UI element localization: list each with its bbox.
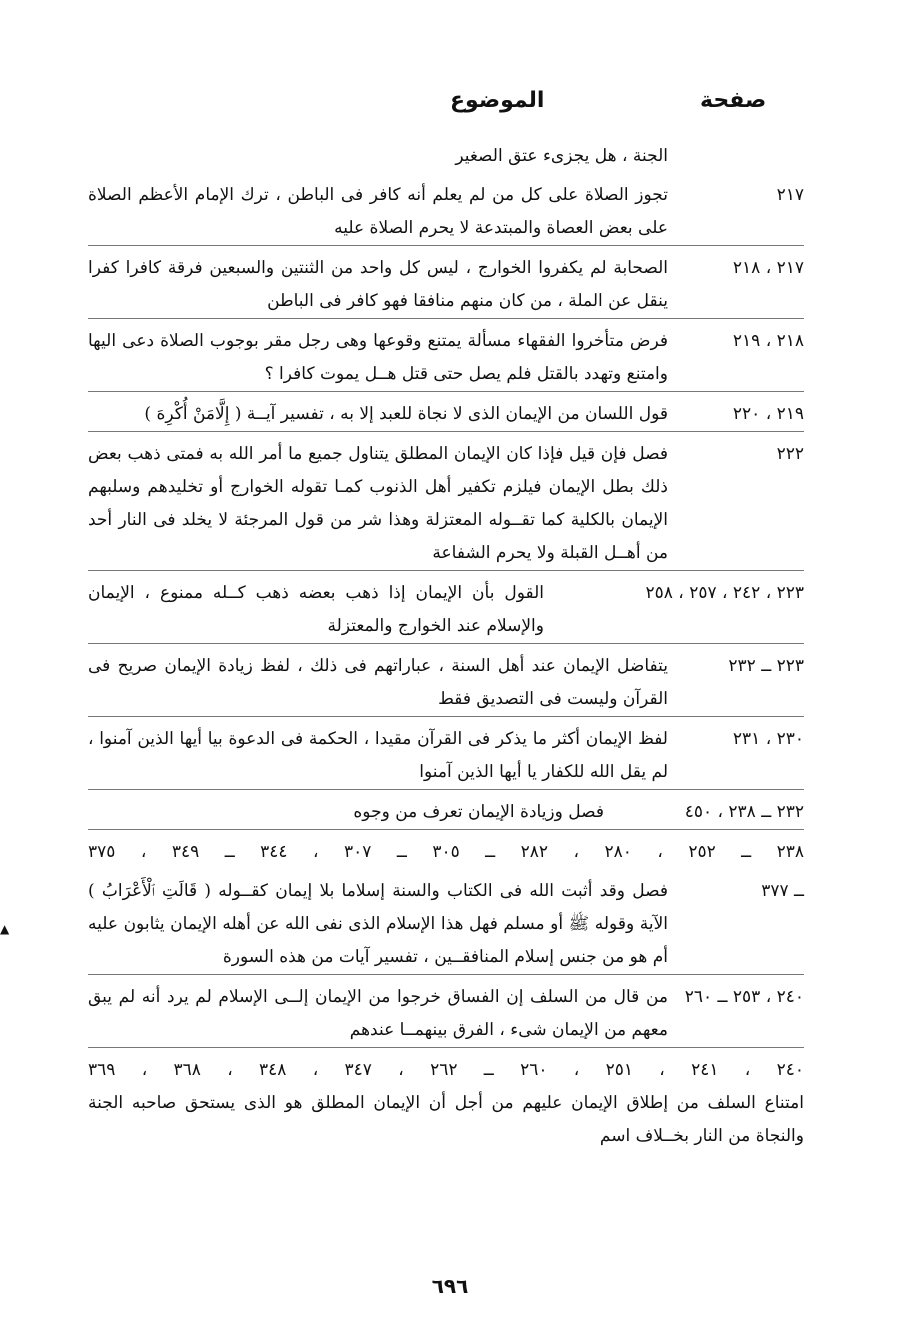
page-number: ٦٩٦ — [431, 1274, 469, 1298]
entry-pages: ٢٢٢ — [776, 444, 804, 464]
entry-pages: ٢١٧ — [776, 185, 804, 205]
index-entry — [88, 577, 804, 644]
index-entry — [88, 438, 804, 571]
entry-text: قول اللسان من الإيمان الذى لا نجاة للعبد إلا به ، تفسير آيــة ( إِلَّامَنْ أُكْرِهَ ) — [144, 404, 668, 424]
entry-pages: ٢٣٨ ــ ٢٥٢ ، ٢٨٠ ، ٢٨٢ ــ ٣٠٥ ــ ٣٠٧ ، ٣٤٤ ــ ٣٤٩ ، ٣٧٥ — [88, 842, 805, 862]
index-entries — [88, 140, 804, 1159]
entry-pages: ٢١٧ ، ٢١٨ — [732, 258, 804, 278]
entry-pages: ــ ٣٧٧ — [761, 881, 804, 901]
index-entry — [88, 723, 804, 790]
entry-text: من قال من السلف إن الفساق خرجوا من الإيمان إلــى الإسلام لم يرد أنه لم يبق معهم من الإيمان شىء ، الفرق بينهمــا عندهم — [88, 987, 668, 1040]
index-entry — [88, 981, 804, 1048]
index-entry — [88, 325, 804, 392]
index-entry — [88, 650, 804, 717]
index-entry — [88, 875, 804, 975]
entry-text: فرض متأخروا الفقهاء مسألة يمتنع وقوعها وهى رجل مقر بوجوب الصلاة دعى اليها وامتنع وتهدد بالقتل فلم يصل حتى قتل هــل يموت كافرا ؟ — [88, 331, 668, 384]
entry-text: فصل فإن قيل فإذا كان الإيمان المطلق يتناول جميع ما أمر الله به فمتى ذهب بعض ذلك بطل الإيمان فيلزم تكفير أهل الذنوب كمـا تقوله الخوارج أو تخليدهم وسلبهم الإيمان بالكلية كما تقــوله المعتزلة وهذا شر من قول المرجئة لا يخلد فى النار أحد من أهــل القبلة ولا يحرم الشفاعة — [88, 444, 668, 563]
entry-text: تجوز الصلاة على كل من لم يعلم أنه كافر فى الباطن ، ترك الإمام الأعظم الصلاة على بعض العصاة والمبتدعة لا يحرم الصلاة عليه — [88, 185, 668, 238]
entry-text: لفظ الإيمان أكثر ما يذكر فى القرآن مقيدا ، الحكمة فى الدعوة بيا أيها الذين آمنوا ، لم يقل الله للكفار يا أيها الذين آمنوا — [88, 729, 668, 782]
entry-text: يتفاضل الإيمان عند أهل السنة ، عباراتهم فى ذلك ، لفظ زيادة الإيمان صريح فى القرآن وليست فى التصديق فقط — [88, 656, 668, 709]
index-entry — [88, 836, 804, 869]
entry-pages: ٢٣٢ ــ ٢٣٨ ، ٤٥٠ — [684, 802, 804, 822]
entry-text: القول بأن الإيمان إذا ذهب بعضه ذهب كــله ممنوع ، الإيمان والإسلام عند الخوارج والمعتزلة — [88, 583, 544, 636]
entry-pages: ٢٢٣ ــ ٢٣٢ — [728, 656, 804, 676]
index-entry — [88, 796, 804, 830]
entry-text: الصحابة لم يكفروا الخوارج ، ليس كل واحد من الثنتين والسبعين فرقة كافرا كفرا ينقل عن الملة ، من كان منهم منافقا فهو كافر فى الباطن — [88, 258, 668, 311]
entry-pages: ٢٤٠ ، ٢٤١ ، ٢٥١ ، ٢٦٠ ــ ٢٦٢ ، ٣٤٧ ، ٣٤٨ ، ٣٦٨ ، ٣٦٩ — [88, 1060, 805, 1080]
index-entry — [88, 1054, 804, 1153]
entry-text: الجنة ، هل يجزىء عتق الصغير — [455, 146, 668, 166]
index-entry — [88, 398, 804, 432]
index-entry — [88, 179, 804, 246]
index-entry — [88, 252, 804, 319]
entry-text: فصل وقد أثبت الله فى الكتاب والسنة إسلاما بلا إيمان كقــوله ( قَالَتِ ٱلْأَعْرَابُ ) الآية وقوله ﷺ أو مسلم فهل هذا الإسلام الذى نفى الله عن أهله الإيمان يثابون عليه أم هو من جنس إسلام المنافقــين ، تفسير آيات من هذه السورة — [88, 881, 668, 967]
entry-pages: ٢٣٠ ، ٢٣١ — [732, 729, 804, 749]
index-entry — [88, 140, 804, 173]
topic-column-header: الموضوع — [450, 88, 545, 113]
entry-pages: ٢٢٣ ، ٢٤٢ ، ٢٥٧ ، ٢٥٨ — [645, 583, 804, 603]
entry-text: فصل وزيادة الإيمان تعرف من وجوه — [353, 802, 604, 822]
side-marker: ▲ — [0, 922, 10, 936]
entry-pages: ٢١٨ ، ٢١٩ — [732, 331, 804, 351]
entry-text: امتناع السلف من إطلاق الإيمان عليهم من أجل أن الإيمان المطلق هو الذى يستحق صاحبه الجنة والنجاة من النار بخــلاف اسم — [88, 1093, 804, 1146]
page-column-header: صفحة — [700, 88, 767, 113]
entry-pages: ٢١٩ ، ٢٢٠ — [732, 404, 804, 424]
entry-pages: ٢٤٠ ، ٢٥٣ ــ ٢٦٠ — [684, 987, 804, 1007]
